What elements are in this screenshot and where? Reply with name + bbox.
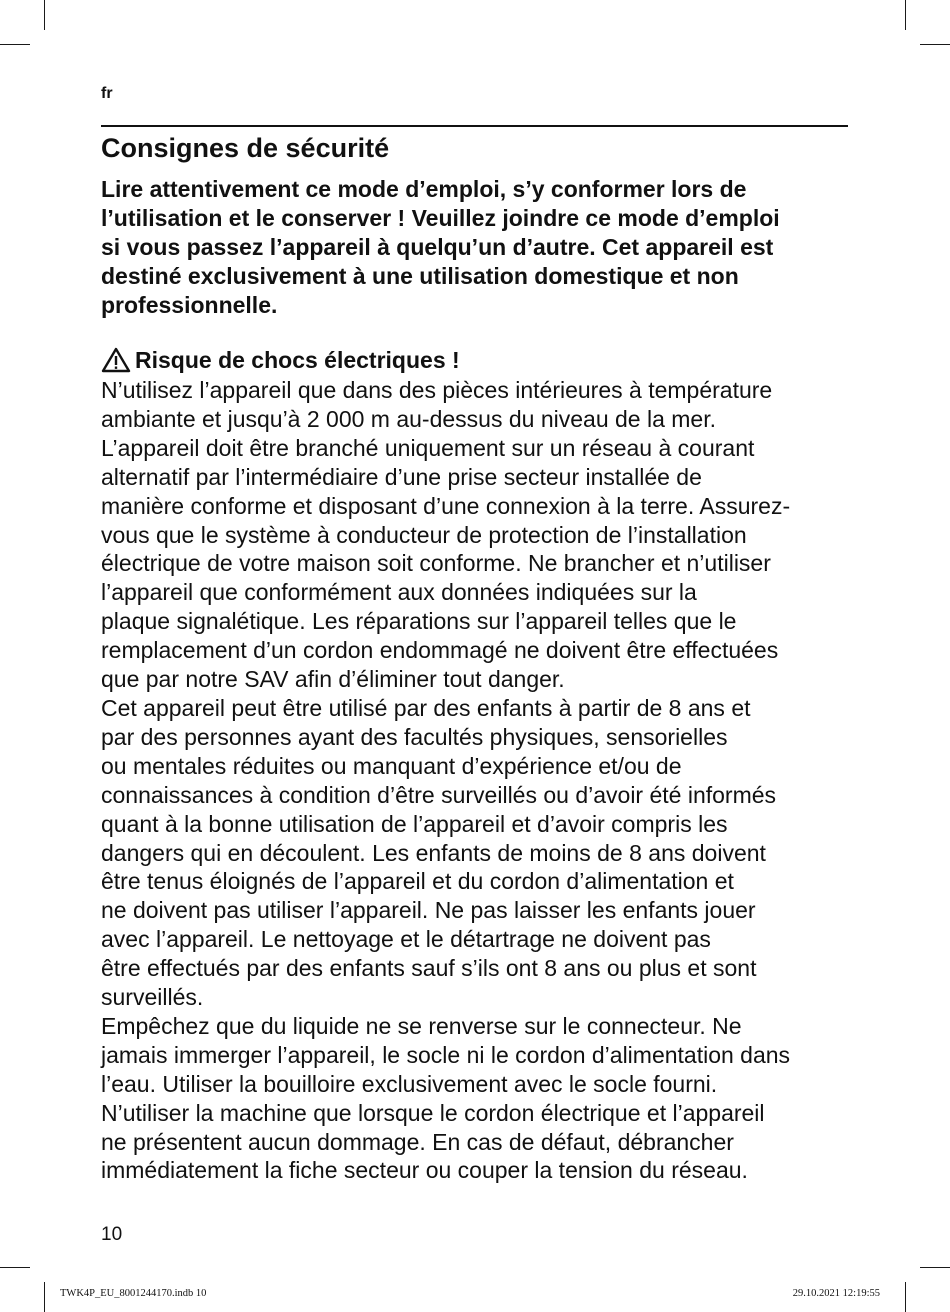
body-line: dangers qui en découlent. Les enfants de moins de 8 ans doivent [101,839,766,866]
warning-heading [101,345,460,375]
body-line: électrique de votre maison soit conforme. Ne brancher et n’utiliser [101,550,771,577]
body-line: remplacement d’un cordon endommagé ne doivent être effectuées [101,637,779,664]
crop-mark [44,1282,45,1312]
crop-mark [0,1267,30,1268]
body-line: que par notre SAV afin d’éliminer tout danger. [101,666,565,693]
page-number: 10 [101,1224,123,1245]
body-line: jamais immerger l’appareil, le socle ni le cordon d’alimentation dans [101,1041,791,1068]
intro-paragraph [101,175,861,320]
body-line: l’eau. Utiliser la bouilloire exclusivement avec le socle fourni. [101,1070,718,1097]
body-line: par des personnes ayant des facultés physiques, sensorielles [101,723,728,750]
print-slug-datetime: 29.10.2021 12:19:55 [792,1288,880,1299]
print-slug-file: TWK4P_EU_8001244170.indb 10 [60,1288,207,1299]
header-rule [101,125,848,127]
body-line: immédiatement la fiche secteur ou couper la tension du réseau. [101,1157,748,1184]
warning-triangle-icon [101,347,131,373]
intro-line: destiné exclusivement à une utilisation domestique et non [101,263,739,289]
body-line: N’utilisez l’appareil que dans des pièces intérieures à température [101,377,773,403]
section-title: Consignes de sécurité [101,133,390,163]
intro-line: si vous passez l’appareil à quelqu’un d’autre. Cet appareil est [101,234,774,260]
body-line: alternatif par l’intermédiaire d’une prise secteur installée de [101,463,702,490]
body-line: l’appareil que conformément aux données indiquées sur la [101,579,697,606]
body-line: être tenus éloignés de l’appareil et du cordon d’alimentation et [101,868,734,895]
body-line: Cet appareil peut être utilisé par des enfants à partir de 8 ans et [101,694,751,721]
body-line: ou mentales réduites ou manquant d’expérience et/ou de [101,752,682,779]
body-line: Empêchez que du liquide ne se renverse sur le connecteur. Ne [101,1012,742,1039]
warning-body [101,376,861,1185]
crop-mark [920,1267,950,1268]
intro-line: l’utilisation et le conserver ! Veuillez joindre ce mode d’emploi [101,205,780,231]
body-line: vous que le système à conducteur de protection de l’installation [101,521,747,548]
intro-line: Lire attentivement ce mode d’emploi, s’y conformer lors de [101,176,747,202]
body-line: être effectués par des enfants sauf s’ils ont 8 ans ou plus et sont [101,955,757,982]
body-line: ne présentent aucun dommage. En cas de défaut, débrancher [101,1128,734,1155]
body-line: L’appareil doit être branché uniquement sur un réseau à courant [101,434,755,461]
body-line: ambiante et jusqu’à 2 000 m au-dessus du niveau de la mer. [101,405,716,432]
crop-mark [905,1282,906,1312]
crop-mark [0,44,30,45]
body-line: quant à la bonne utilisation de l’appareil et d’avoir compris les [101,810,728,837]
body-line: connaissances à condition d’être surveillés ou d’avoir été informés [101,781,777,808]
body-line: manière conforme et disposant d’une connexion à la terre. Assurez- [101,492,791,519]
language-code: fr [101,85,113,102]
intro-line: professionnelle. [101,292,278,318]
crop-mark [905,0,906,30]
body-line: avec l’appareil. Le nettoyage et le détartrage ne doivent pas [101,926,711,953]
crop-mark [44,0,45,30]
body-line: plaque signalétique. Les réparations sur l’appareil telles que le [101,608,737,635]
body-line: surveillés. [101,984,204,1011]
body-line: N’utiliser la machine que lorsque le cordon électrique et l’appareil [101,1099,765,1126]
warning-heading-text: Risque de chocs électriques ! [135,347,460,373]
body-line: ne doivent pas utiliser l’appareil. Ne pas laisser les enfants jouer [101,897,756,924]
crop-mark [920,44,950,45]
